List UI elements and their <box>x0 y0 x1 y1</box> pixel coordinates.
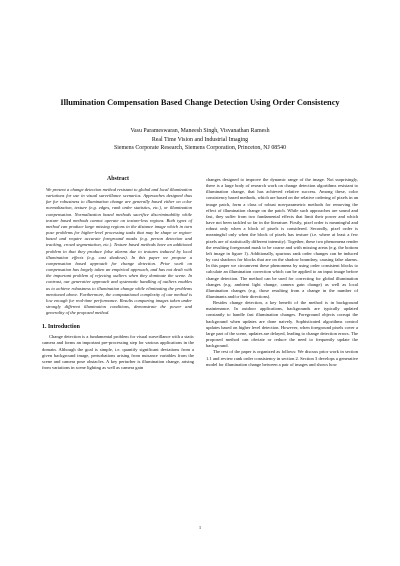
introduction-paragraph-1: Change detection is a fundamental problem for visual surveillance with a static camera and forms an important pre-processing step for various applications in the domain. Although the goal is simple, i.e. quantify significant deviations from a given background image, perturbations arising from nuisance variables from the scene and camera pose obstacles. A key perturber is illumination change, arising from variations in scene lighting as well as camera gain <box>42 334 194 371</box>
paper-title: Illumination Compensation Based Change Detection Using Order Consistency <box>60 98 340 107</box>
right-column-paragraph-2: Besides change detection, a key benefit of the method is in background maintenance. In outdoor applications, backgrounds are typically updated constantly to handle fast illumination changes. Foreground objects corrupt the background when updates are done naively. Sophisticated algorithms control updates based on higher level detection. However, when foreground pixels cover a large part of the scene, updates are delayed, leading to change detection errors. The proposed method can obviate or reduce the need to frequently update the background. <box>206 300 358 349</box>
right-column <box>206 177 358 368</box>
author-block <box>20 127 380 153</box>
author-affiliation: Siemens Corporate Research, Siemens Corporation, Princeton, NJ 08540 <box>113 145 287 152</box>
page-number: 1 <box>198 525 202 530</box>
abstract-text: We present a change detection method resistant to global and local illumination variations for use in visual surveillance scenarios. Approaches designed thus far for robustness to illumination change are generally based either on color normalization, texture (e.g. edges, rank order statistics, etc.), or illumination compensation. Normalization based methods sacrifice discriminability while texture based methods cannot operate on texture-less regions. Both types of method can produce large missing regions in the distance image which in turn pose problems for higher-level processing tasks that may be shape or region-based and require accurate foreground masks (e.g. person detection and tracking, crowd segmentation, etc.). Texture based methods have an additional problem in that they produce false alarms due to textures induced by local illumination effects (e.g. cast shadows). In this paper we propose a compensation based approach for change detection. Prior work on compensation has largely taken an empirical approach, and has not dealt with the important problem of rejecting outliers when they dominate the scene. In contrast, our generative approach and systematic handling of outliers enables us to achieve robustness to illumination change while eliminating the problems mentioned above. Furthermore, the computational complexity of our method is low enough for real-time performance. Results comparing images taken under strongly different illumination conditions, demonstrate the power and generality of the proposed method. <box>46 187 192 316</box>
right-column-paragraph-1: changes designed to improve the dynamic range of the image. Not surprisingly, there is a large body of research work on change detection algorithms resistant to illumination change, that has achieved relative success. Among these, color consistency based methods, which are based on the relative ordering of pixels in an image patch, form a class of robust non-parametric methods for removing the effect of illumination change on the patch. While such approaches are sound and fast, they suffer from two fundamental effects that limit their power and which have not been tackled so far in the literature. Firstly, pixel order is meaningful and robust only when a block of pixels is considered. Secondly, pixel order is meaningful only when the block of pixels has texture (i.e. where at least a few pixels are of statistically different intensity). Together, these two phenomena render the resulting foreground mask to be coarse and with missing areas (e.g. the bottom left image in figure 1). Additionally, spurious rank order changes can be induced by cast shadows for blocks that are on the shadow boundary, causing false alarms. In this paper we circumvent these phenomena by using order consistent blocks to calculate an illumination correction which can be applied to an input image before change detection. The method can be used for correcting for global illumination changes (e.g. ambient light change, camera gain change) as well as local illumination changes (e.g. those resulting from a change in the number of illuminants and/or their directions). <box>206 177 358 299</box>
introduction-heading: 1. Introduction <box>42 324 80 331</box>
author-names: Vasu Parameswaran, Maneesh Singh, Visvanathan Ramesh <box>130 128 270 134</box>
right-column-paragraph-3: The rest of the paper is organized as follows: We discuss prior work in section 1.1 and review rank order consistency in section 2. Section 3 develops a generative model for illumination change between a pair of images and shows how <box>206 349 358 367</box>
abstract-heading: Abstract <box>107 176 129 182</box>
left-column <box>42 176 194 371</box>
author-department: Real Time Vision and Industrial Imaging <box>151 136 249 143</box>
